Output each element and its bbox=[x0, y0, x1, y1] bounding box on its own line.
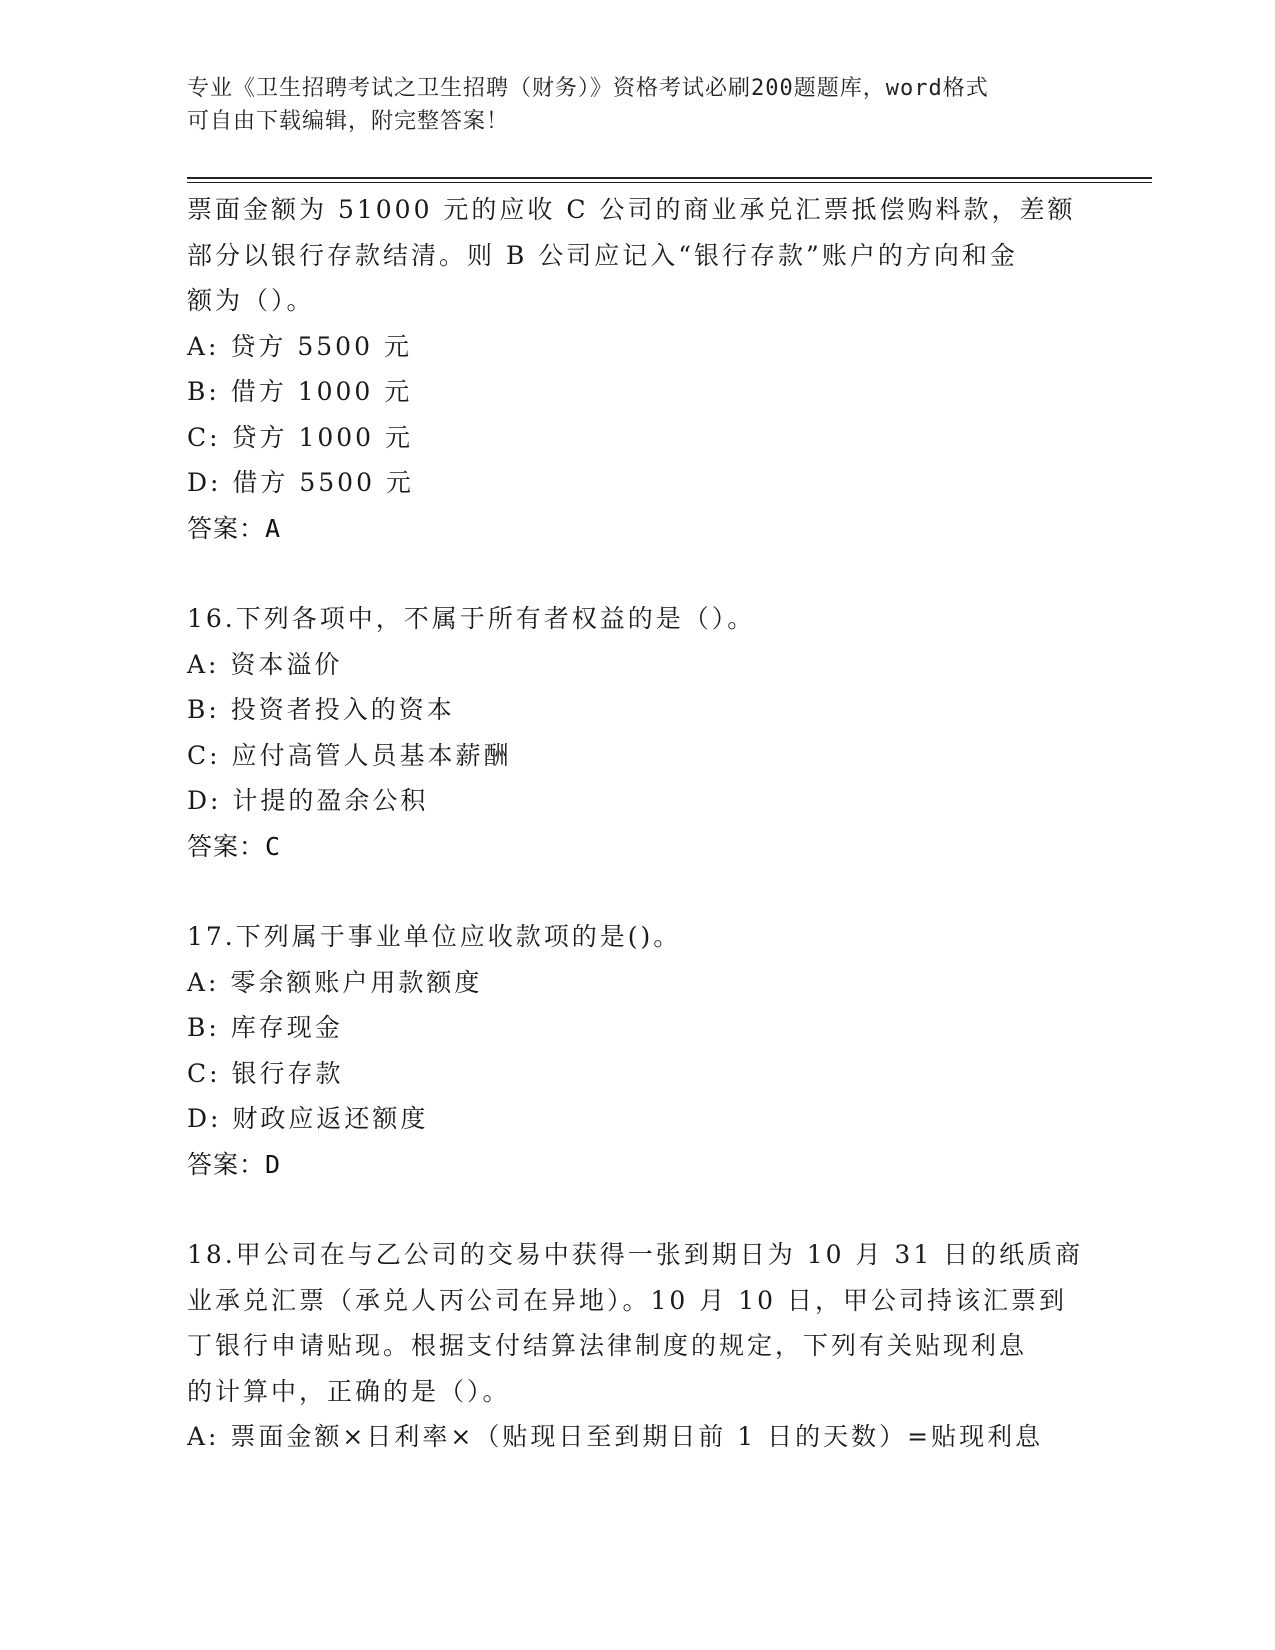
option-d: D: 财政应返还额度 bbox=[187, 1104, 429, 1133]
option-d: D: 计提的盈余公积 bbox=[187, 786, 429, 815]
spacer bbox=[187, 869, 1087, 914]
question-stem-line: 丁银行申请贴现。根据支付结算法律制度的规定，下列有关贴现利息 bbox=[187, 1331, 1028, 1360]
option-c: C: 应付高管人员基本薪酬 bbox=[187, 740, 512, 770]
question-stem-line: 18.甲公司在与乙公司的交易中获得一张到期日为 10 月 31 日的纸质商 bbox=[187, 1240, 1084, 1269]
option-d: D: 借方 5500 元 bbox=[187, 468, 414, 497]
question-stem-line: 17.下列属于事业单位应收款项的是()。 bbox=[187, 922, 682, 951]
document-header bbox=[187, 72, 1067, 138]
question-17 bbox=[187, 914, 1087, 1187]
spacer bbox=[187, 551, 1087, 596]
option-c: C: 贷方 1000 元 bbox=[187, 422, 414, 452]
question-list bbox=[187, 187, 1087, 1460]
option-a: A: 票面金额×日利率×（贴现日至到期日前 1 日的天数）=贴现利息 bbox=[187, 1422, 1044, 1451]
question-stem-line: 业承兑汇票（承兑人丙公司在异地）。10 月 10 日，甲公司持该汇票到 bbox=[187, 1285, 1067, 1315]
question-stem-line: 额为（）。 bbox=[187, 286, 315, 315]
question-stem-line: 16.下列各项中，不属于所有者权益的是（）。 bbox=[187, 604, 756, 633]
option-a: A: 资本溢价 bbox=[187, 649, 343, 679]
header-divider-thick bbox=[187, 177, 1152, 179]
option-a: A: 零余额账户用款额度 bbox=[187, 967, 483, 997]
question-stem-line: 票面金额为 51000 元的应收 C 公司的商业承兑汇票抵偿购料款，差额 bbox=[187, 195, 1076, 224]
question-stem-line: 部分以银行存款结清。则 B 公司应记入“银行存款”账户的方向和金 bbox=[187, 240, 1018, 270]
answer-line: 答案：C bbox=[187, 831, 282, 861]
option-b: B: 库存现金 bbox=[187, 1013, 343, 1042]
spacer bbox=[187, 1187, 1087, 1232]
question-stem-line: 的计算中，正确的是（）。 bbox=[187, 1376, 511, 1406]
header-line-2: 可自由下载编辑，附完整答案！ bbox=[187, 109, 510, 134]
answer-line: 答案：D bbox=[187, 1149, 282, 1179]
header-line-1: 专业《卫生招聘考试之卫生招聘（财务）》资格考试必刷200题题库，word格式 bbox=[187, 76, 989, 101]
answer-line: 答案：A bbox=[187, 513, 282, 543]
option-c: C: 银行存款 bbox=[187, 1058, 344, 1088]
option-b: B: 投资者投入的资本 bbox=[187, 695, 455, 724]
question-18 bbox=[187, 1232, 1087, 1460]
question-15 bbox=[187, 187, 1087, 551]
option-a: A: 贷方 5500 元 bbox=[187, 331, 412, 361]
question-16 bbox=[187, 596, 1087, 869]
header-divider-thin bbox=[187, 182, 1152, 183]
option-b: B: 借方 1000 元 bbox=[187, 377, 413, 406]
